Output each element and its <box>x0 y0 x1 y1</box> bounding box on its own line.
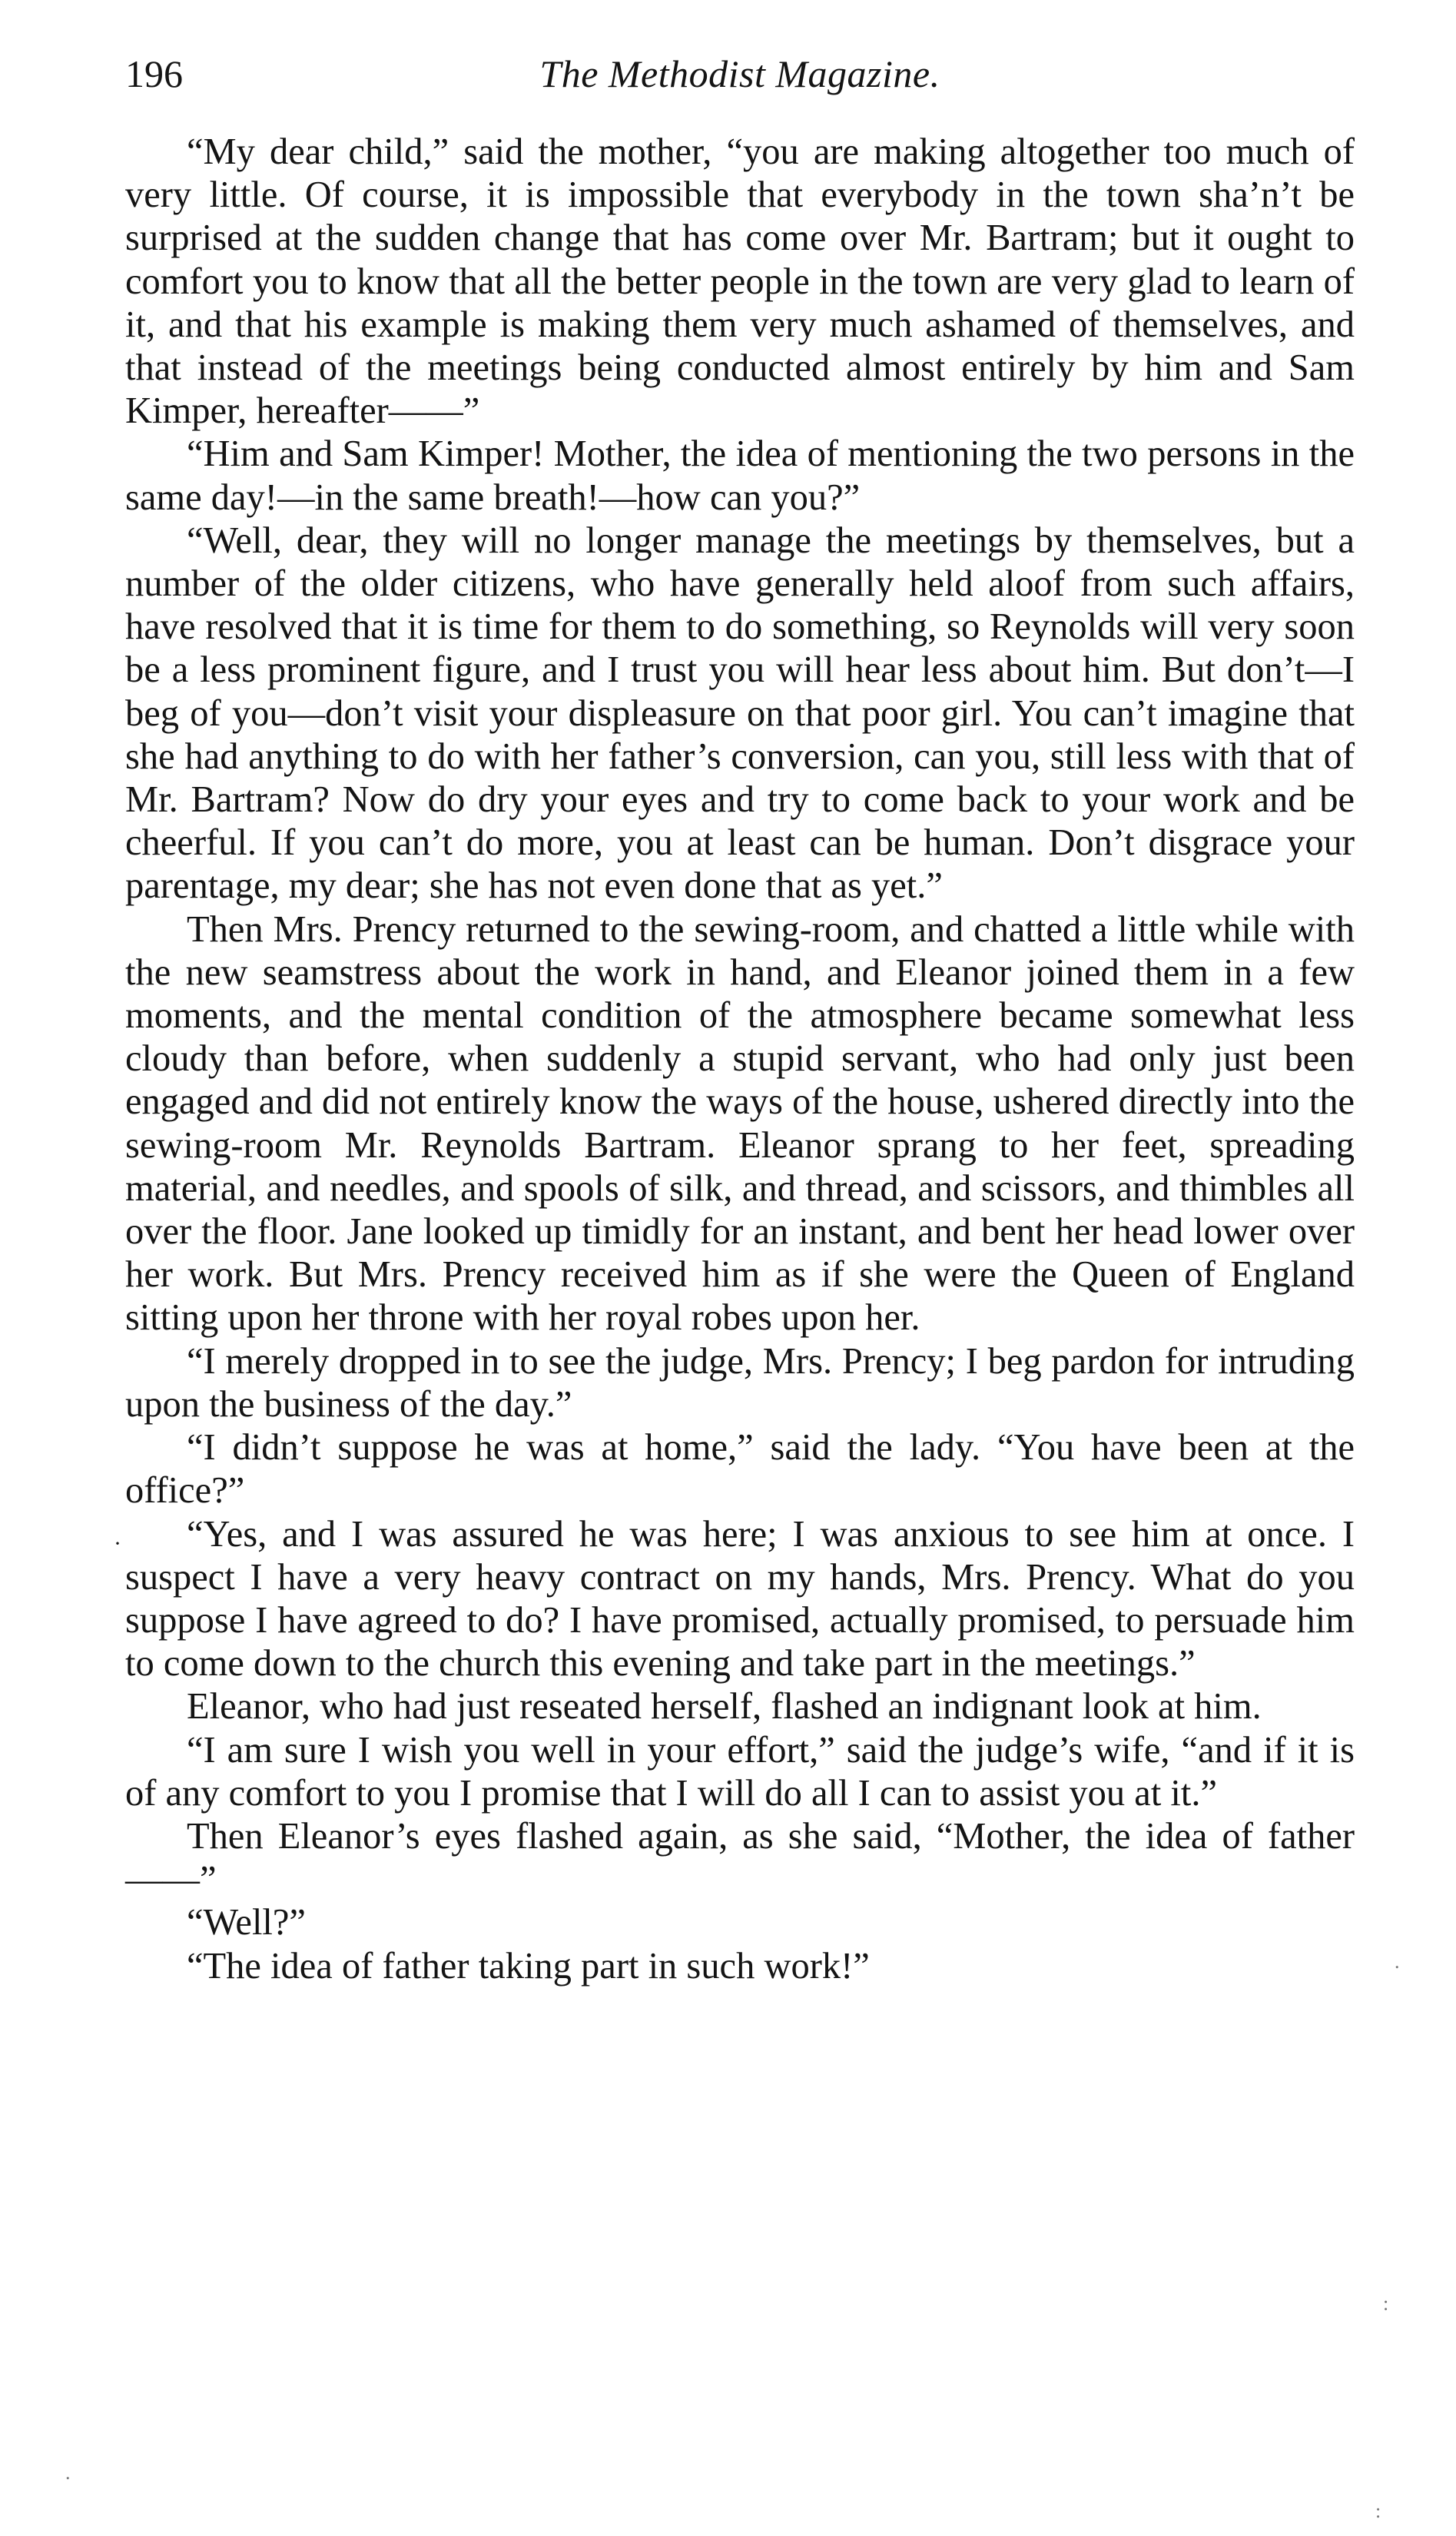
paragraph: “Yes, and I was assured he was here; I was anxious to see him at once. I suspect I have a very heavy contract on my hands, Mrs. Prency. What do you suppose I have agreed to do? I have promised, actually promised, to persuade him to come down to the church this evening and take part in the meetings.” <box>125 1513 1355 1685</box>
paragraph: “Well, dear, they will no longer manage the meetings by themselves, but a number of the older citizens, who have generally held aloof from such affairs, have resolved that it is time for them to do something, so Reynolds will very soon be a less prominent figure, and I trust you will hear less about him. But don’t—I beg of you—don’t visit your displeasure on that poor girl. You can’t imagine that she had anything to do with her father’s conversion, can you, still less with that of Mr. Bartram? Now do dry your eyes and try to come back to your work and be cheerful. If you can’t do more, you at least can be human. Don’t disgrace your parentage, my dear; she has not even done that as yet.” <box>125 519 1355 907</box>
running-title: The Methodist Magazine. <box>539 52 940 95</box>
edge-mark: : <box>1375 2500 1381 2522</box>
edge-mark: . <box>1395 1950 1400 1973</box>
page-header <box>125 46 1355 131</box>
paragraph: “The idea of father taking part in such work!” <box>187 1945 870 1987</box>
stray-mark: · <box>114 1531 121 1556</box>
paragraph: “Well?” <box>187 1902 306 1943</box>
paragraph: Eleanor, who had just reseated herself, flashed an indignant look at him. <box>187 1686 1262 1728</box>
paragraph: “I merely dropped in to see the judge, Mrs. Prency; I beg pardon for intruding upon the business of the day.” <box>125 1340 1355 1425</box>
paragraph: “I am sure I wish you well in your effort,” said the judge’s wife, “and if it is of any comfort to you I promise that I will do all I can to assist you at it.” <box>125 1729 1355 1814</box>
body-text <box>125 131 1355 1988</box>
paragraph: “Him and Sam Kimper! Mother, the idea of mentioning the two persons in the same day!—in the same breath!—how can you?” <box>125 433 1355 518</box>
paragraph: Then Eleanor’s eyes flashed again, as she said, “Mother, the idea of father——” <box>125 1815 1355 1900</box>
magazine-page <box>125 46 1355 2475</box>
page-number: 196 <box>125 52 183 95</box>
paragraph: Then Mrs. Prency returned to the sewing-room, and chatted a little while with the new seamstress about the work in hand, and Eleanor joined them in a few moments, and the mental condition of the atmosphere became somewhat less cloudy than before, when suddenly a stupid servant, who had only just been engaged and did not entirely know the ways of the house, ushered directly into the sewing-room Mr. Reynolds Bartram. Eleanor sprang to her feet, spreading material, and needles, and spools of silk, and thread, and scissors, and thimbles all over the floor. Jane looked up timidly for an instant, and bent her head lower over her work. But Mrs. Prency received him as if she were the Queen of England sitting upon her throne with her royal robes upon her. <box>125 908 1355 1339</box>
paragraph: “I didn’t suppose he was at home,” said the lady. “You have been at the office?” <box>125 1427 1355 1512</box>
paragraph: “My dear child,” said the mother, “you are making altogether too much of very little. Of course, it is impossible that everybody in the town sha’n’t be surprised at the sudden change that has come over Mr. Bartram; but it ought to comfort you to know that all the better people in the town are very glad to learn of it, and that his example is making them very much ashamed of themselves, and that instead of the meetings being conducted almost entirely by him and Sam Kimper, hereafter——” <box>125 131 1355 432</box>
edge-mark: . <box>65 2461 71 2484</box>
edge-mark: : <box>1383 2292 1389 2315</box>
